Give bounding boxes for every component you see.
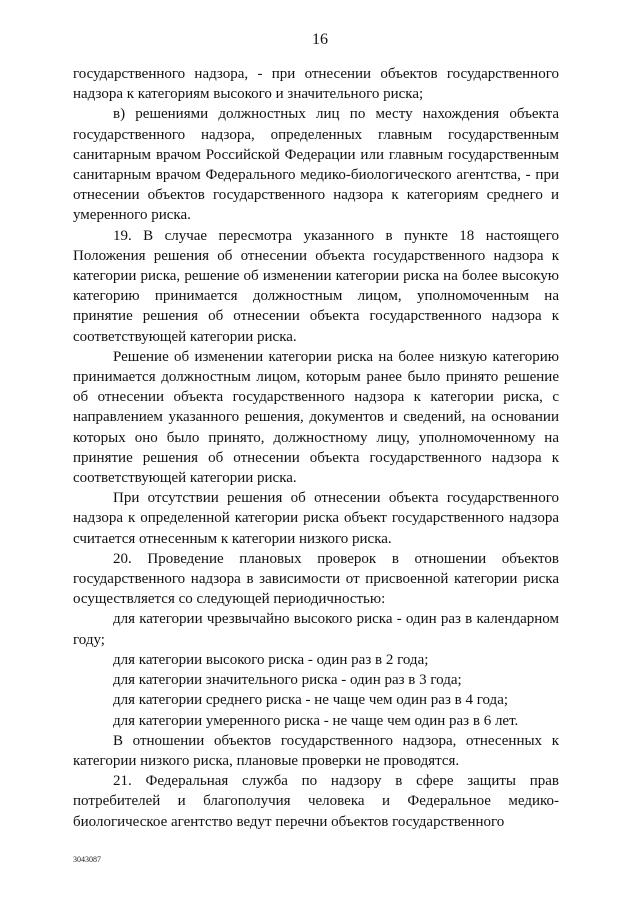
paragraph: в) решениями должностных лиц по месту нахождения объекта государственного надзора, определенных главным государственным санитарным врачом Российской Федерации или главным государственным санитарным врачом Федерального медико-биологического агентства, - при отнесении объектов государственного надзора к категориям среднего и умеренного риска. <box>73 106 559 224</box>
list-item: для категории значительного риска - один раз в 3 года; <box>113 672 462 689</box>
document-body <box>73 64 559 832</box>
paragraph: 19. В случае пересмотра указанного в пункте 18 настоящего Положения решения об отнесении объекта государственного надзора к категории риска, решение об изменении категории риска на более высокую категорию принимается должностным лицом, уполномоченным на принятие решения об отнесении объекта государственного надзора к соответствующей категории риска. <box>73 227 559 345</box>
paragraph: государственного надзора, - при отнесении объектов государственного надзора к категориям высокого и значительного риска; <box>73 66 559 103</box>
list-item: для категории умеренного риска - не чаще чем один раз в 6 лет. <box>113 712 519 729</box>
page-number: 16 <box>312 31 328 48</box>
list-item: для категории высокого риска - один раз в 2 года; <box>113 651 429 668</box>
paragraph: 21. Федеральная служба по надзору в сфере защиты прав потребителей и благополучия человека и Федеральное медико-биологическое агентство ведут перечни объектов государственного <box>73 773 559 830</box>
paragraph: 20. Проведение плановых проверок в отношении объектов государственного надзора в зависимости от присвоенной категории риска осуществляется со следующей периодичностью: <box>73 550 559 608</box>
document-code: 3043087 <box>73 855 101 864</box>
list-item: для категории среднего риска - не чаще чем один раз в 4 года; <box>113 692 509 709</box>
paragraph: В отношении объектов государственного надзора, отнесенных к категории низкого риска, плановые проверки не проводятся. <box>73 732 559 769</box>
list-item: для категории чрезвычайно высокого риска - один раз в календарном году; <box>73 611 559 648</box>
paragraph: Решение об изменении категории риска на более низкую категорию принимается должностным лицом, которым ранее было принято решение об отнесении объекта государственного надзора к категории риска, с направлением указанного решения, документов и сведений, на основании которых оно было принято, должностному лицу, уполномоченному на принятие решения об отнесении объекта государственного надзора к соответствующей категории риска. <box>73 348 559 487</box>
paragraph: При отсутствии решения об отнесении объекта государственного надзора к определенной категории риска объект государственного надзора считается отнесенным к категории низкого риска. <box>73 490 559 547</box>
